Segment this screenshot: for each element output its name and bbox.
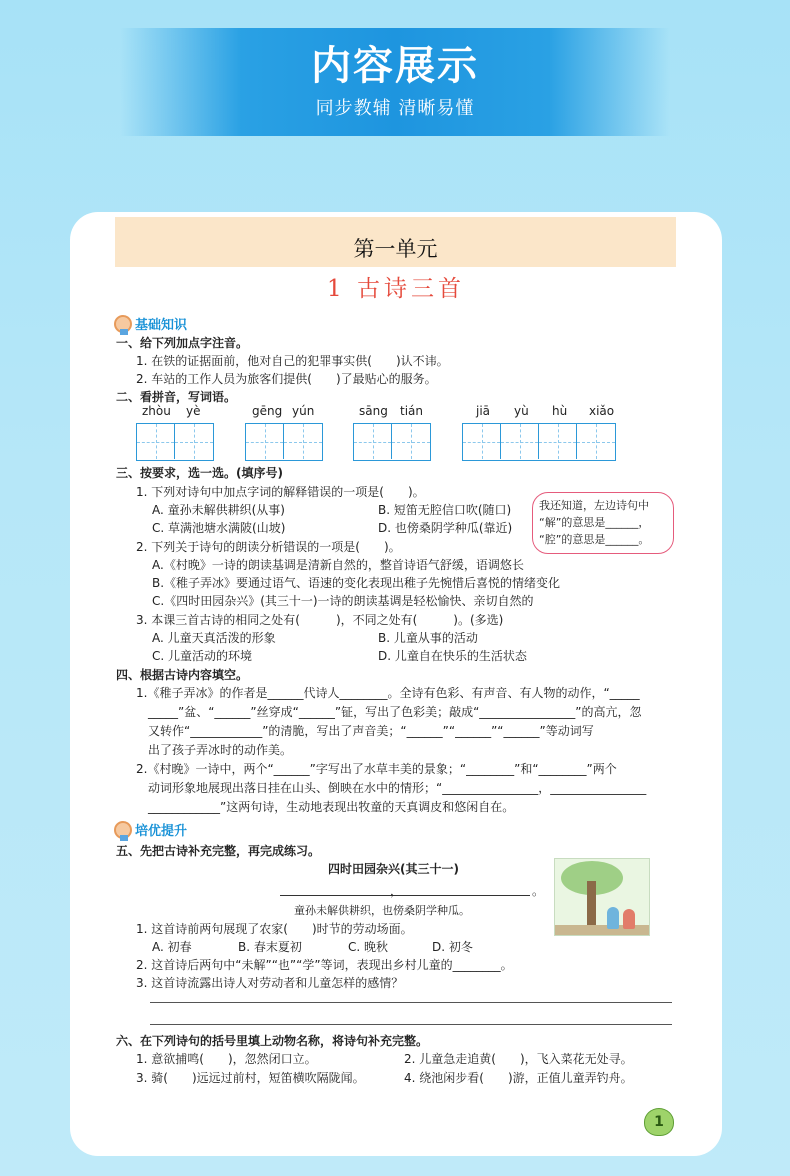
pinyin: yè <box>186 404 201 418</box>
q3-s1-option-c: C. 草满池塘水满陂(山坡) <box>152 521 286 535</box>
unit-title: 第一单元 <box>115 217 676 267</box>
q5-sub1: 1. 这首诗前两句展现了农家( )时节的劳动场面。 <box>136 922 413 936</box>
q5-option-a: A. 初春 <box>152 940 192 954</box>
q3-s2-option-b: B.《稚子弄冰》要通过语气、语速的变化表现出稚子先惋惜后喜悦的情绪变化 <box>152 576 561 590</box>
q6-item-1: 1. 意欲捕鸣( )，忽然闭口立。 <box>136 1052 317 1066</box>
q5-option-b: B. 春末夏初 <box>238 940 302 954</box>
poem-second-line: 童孙未解供耕织，也傍桑阴学种瓜。 <box>294 904 470 917</box>
q3-s1-option-d: D. 也傍桑阴学种瓜(靠近) <box>378 521 513 535</box>
q2-title: 二、看拼音，写词语。 <box>116 390 237 404</box>
q3-s2-option-c: C.《四时田园杂兴》(其三十一)一诗的朗读基调是轻松愉快、亲切自然的 <box>152 594 534 608</box>
q1-item-1: 1. 在铁的证据面前，他对自己的犯罪事实供( )认不讳。 <box>136 354 449 368</box>
q4-title: 四、根据古诗内容填空。 <box>116 668 249 682</box>
section-basic-label: 基础知识 <box>135 318 188 333</box>
writing-grid[interactable] <box>462 423 616 461</box>
q6-item-3: 3. 骑( )远远过前村，短笛横吹隔陇闻。 <box>136 1071 365 1085</box>
q1-title: 一、给下列加点字注音。 <box>116 336 249 350</box>
writing-grid[interactable] <box>136 423 214 461</box>
section-advanced <box>114 820 187 839</box>
pinyin: hù <box>552 404 568 418</box>
student-reading-icon <box>114 315 132 333</box>
writing-grid[interactable] <box>245 423 323 461</box>
answer-line[interactable] <box>150 1024 672 1025</box>
pinyin: yù <box>514 404 529 418</box>
q6-title: 六、在下列诗句的括号里填上动物名称，将诗句补充完整。 <box>116 1034 429 1048</box>
poem-period: 。 <box>532 884 545 898</box>
tip-bubble <box>532 492 674 554</box>
pinyin: xiǎo <box>589 404 615 418</box>
q5-option-d: D. 初冬 <box>432 940 473 954</box>
tip-line: 我还知道，左边诗句中 <box>539 499 649 512</box>
pinyin: jiā <box>476 404 491 418</box>
page-number-frog-icon: 1 <box>644 1108 674 1136</box>
banner-subtitle: 同步教辅 清晰易懂 <box>315 98 475 119</box>
q3-sub2: 2. 下列关于诗句的朗读分析错误的一项是( )。 <box>136 540 401 554</box>
tip-line: “腔”的意思是______。 <box>539 533 650 546</box>
pinyin: sāng <box>359 404 388 418</box>
q4-line: 动词形象地展现出落日挂在山头、倒映在水中的情形；“________________，________________ <box>148 781 647 795</box>
q6-item-4: 4. 绕池闲步看( )游，正值儿童弄钓舟。 <box>404 1071 633 1085</box>
q4-line: ____________”这两句诗，生动地表现出牧童的天真调皮和悠闲自在。 <box>148 800 515 814</box>
q3-s3-option-c: C. 儿童活动的环境 <box>152 649 253 663</box>
q3-sub1: 1. 下列对诗句中加点字词的解释错误的一项是( )。 <box>136 485 425 499</box>
q5-title: 五、先把古诗补充完整，再完成练习。 <box>116 844 321 858</box>
q3-s3-option-d: D. 儿童自在快乐的生活状态 <box>378 649 527 663</box>
writing-grid[interactable] <box>353 423 431 461</box>
answer-line[interactable] <box>150 1002 672 1003</box>
q4-line: 又转作“____________”的清脆，写出了声音美；“______”“______”“______”等动词写 <box>148 724 594 738</box>
section-basic-knowledge <box>114 314 187 333</box>
q4-line: 出了孩子弄冰时的动作美。 <box>148 743 293 757</box>
pinyin: zhòu <box>142 404 171 418</box>
q6-item-2: 2. 儿童急走追黄( )，飞入菜花无处寻。 <box>404 1052 633 1066</box>
pinyin: yún <box>292 404 315 418</box>
q5-sub3: 3. 这首诗流露出诗人对劳动者和儿童怎样的感情？ <box>136 976 404 990</box>
q3-s1-option-b: B. 短笛无腔信口吹(随口) <box>378 503 512 517</box>
q4-line: _____”盆、“______”丝穿成“______”钲，写出了色彩美；敲成“________________”的高亢，忽 <box>148 705 642 719</box>
q3-s2-option-a: A.《村晚》一诗的朗读基调是清新自然的，整首诗语气舒缓，语调悠长 <box>152 558 524 572</box>
q3-s3-option-b: B. 儿童从事的活动 <box>378 631 478 645</box>
poem-comma: ， <box>390 884 403 898</box>
student-icon <box>114 821 132 839</box>
section-advanced-label: 培优提升 <box>135 824 188 839</box>
q5-sub2: 2. 这首诗后两句中“未解”“也”“学”等词，表现出乡村儿童的________。 <box>136 958 513 972</box>
children-farming-illustration <box>554 858 650 936</box>
q3-title: 三、按要求，选一选。(填序号) <box>116 466 283 480</box>
workbook-page <box>70 212 722 1156</box>
q4-line: 2.《村晚》一诗中，两个“______”字写出了水草丰美的景象；“________”和“________”两个 <box>136 762 617 776</box>
q1-item-2: 2. 车站的工作人员为旅客们提供( )了最贴心的服务。 <box>136 372 437 386</box>
q4-line: 1.《稚子弄冰》的作者是______代诗人________。全诗有色彩、有声音、有人物的动作，“_____ <box>136 686 640 700</box>
pinyin: tián <box>400 404 423 418</box>
pinyin: gēng <box>252 404 283 418</box>
q3-s1-option-a: A. 童孙未解供耕织(从事) <box>152 503 285 517</box>
promo-banner <box>120 28 670 136</box>
q3-sub3: 3. 本课三首古诗的相同之处有( )，不同之处有( )。(多选) <box>136 613 504 627</box>
banner-title: 内容展示 <box>311 43 479 89</box>
tip-line: “解”的意思是______， <box>539 516 650 529</box>
q5-option-c: C. 晚秋 <box>348 940 389 954</box>
poem-blank-line[interactable] <box>280 882 545 898</box>
lesson-title: 1 古诗三首 <box>327 276 465 302</box>
poem-title: 四时田园杂兴(其三十一) <box>328 862 459 876</box>
q3-s3-option-a: A. 儿童天真活泼的形象 <box>152 631 276 645</box>
